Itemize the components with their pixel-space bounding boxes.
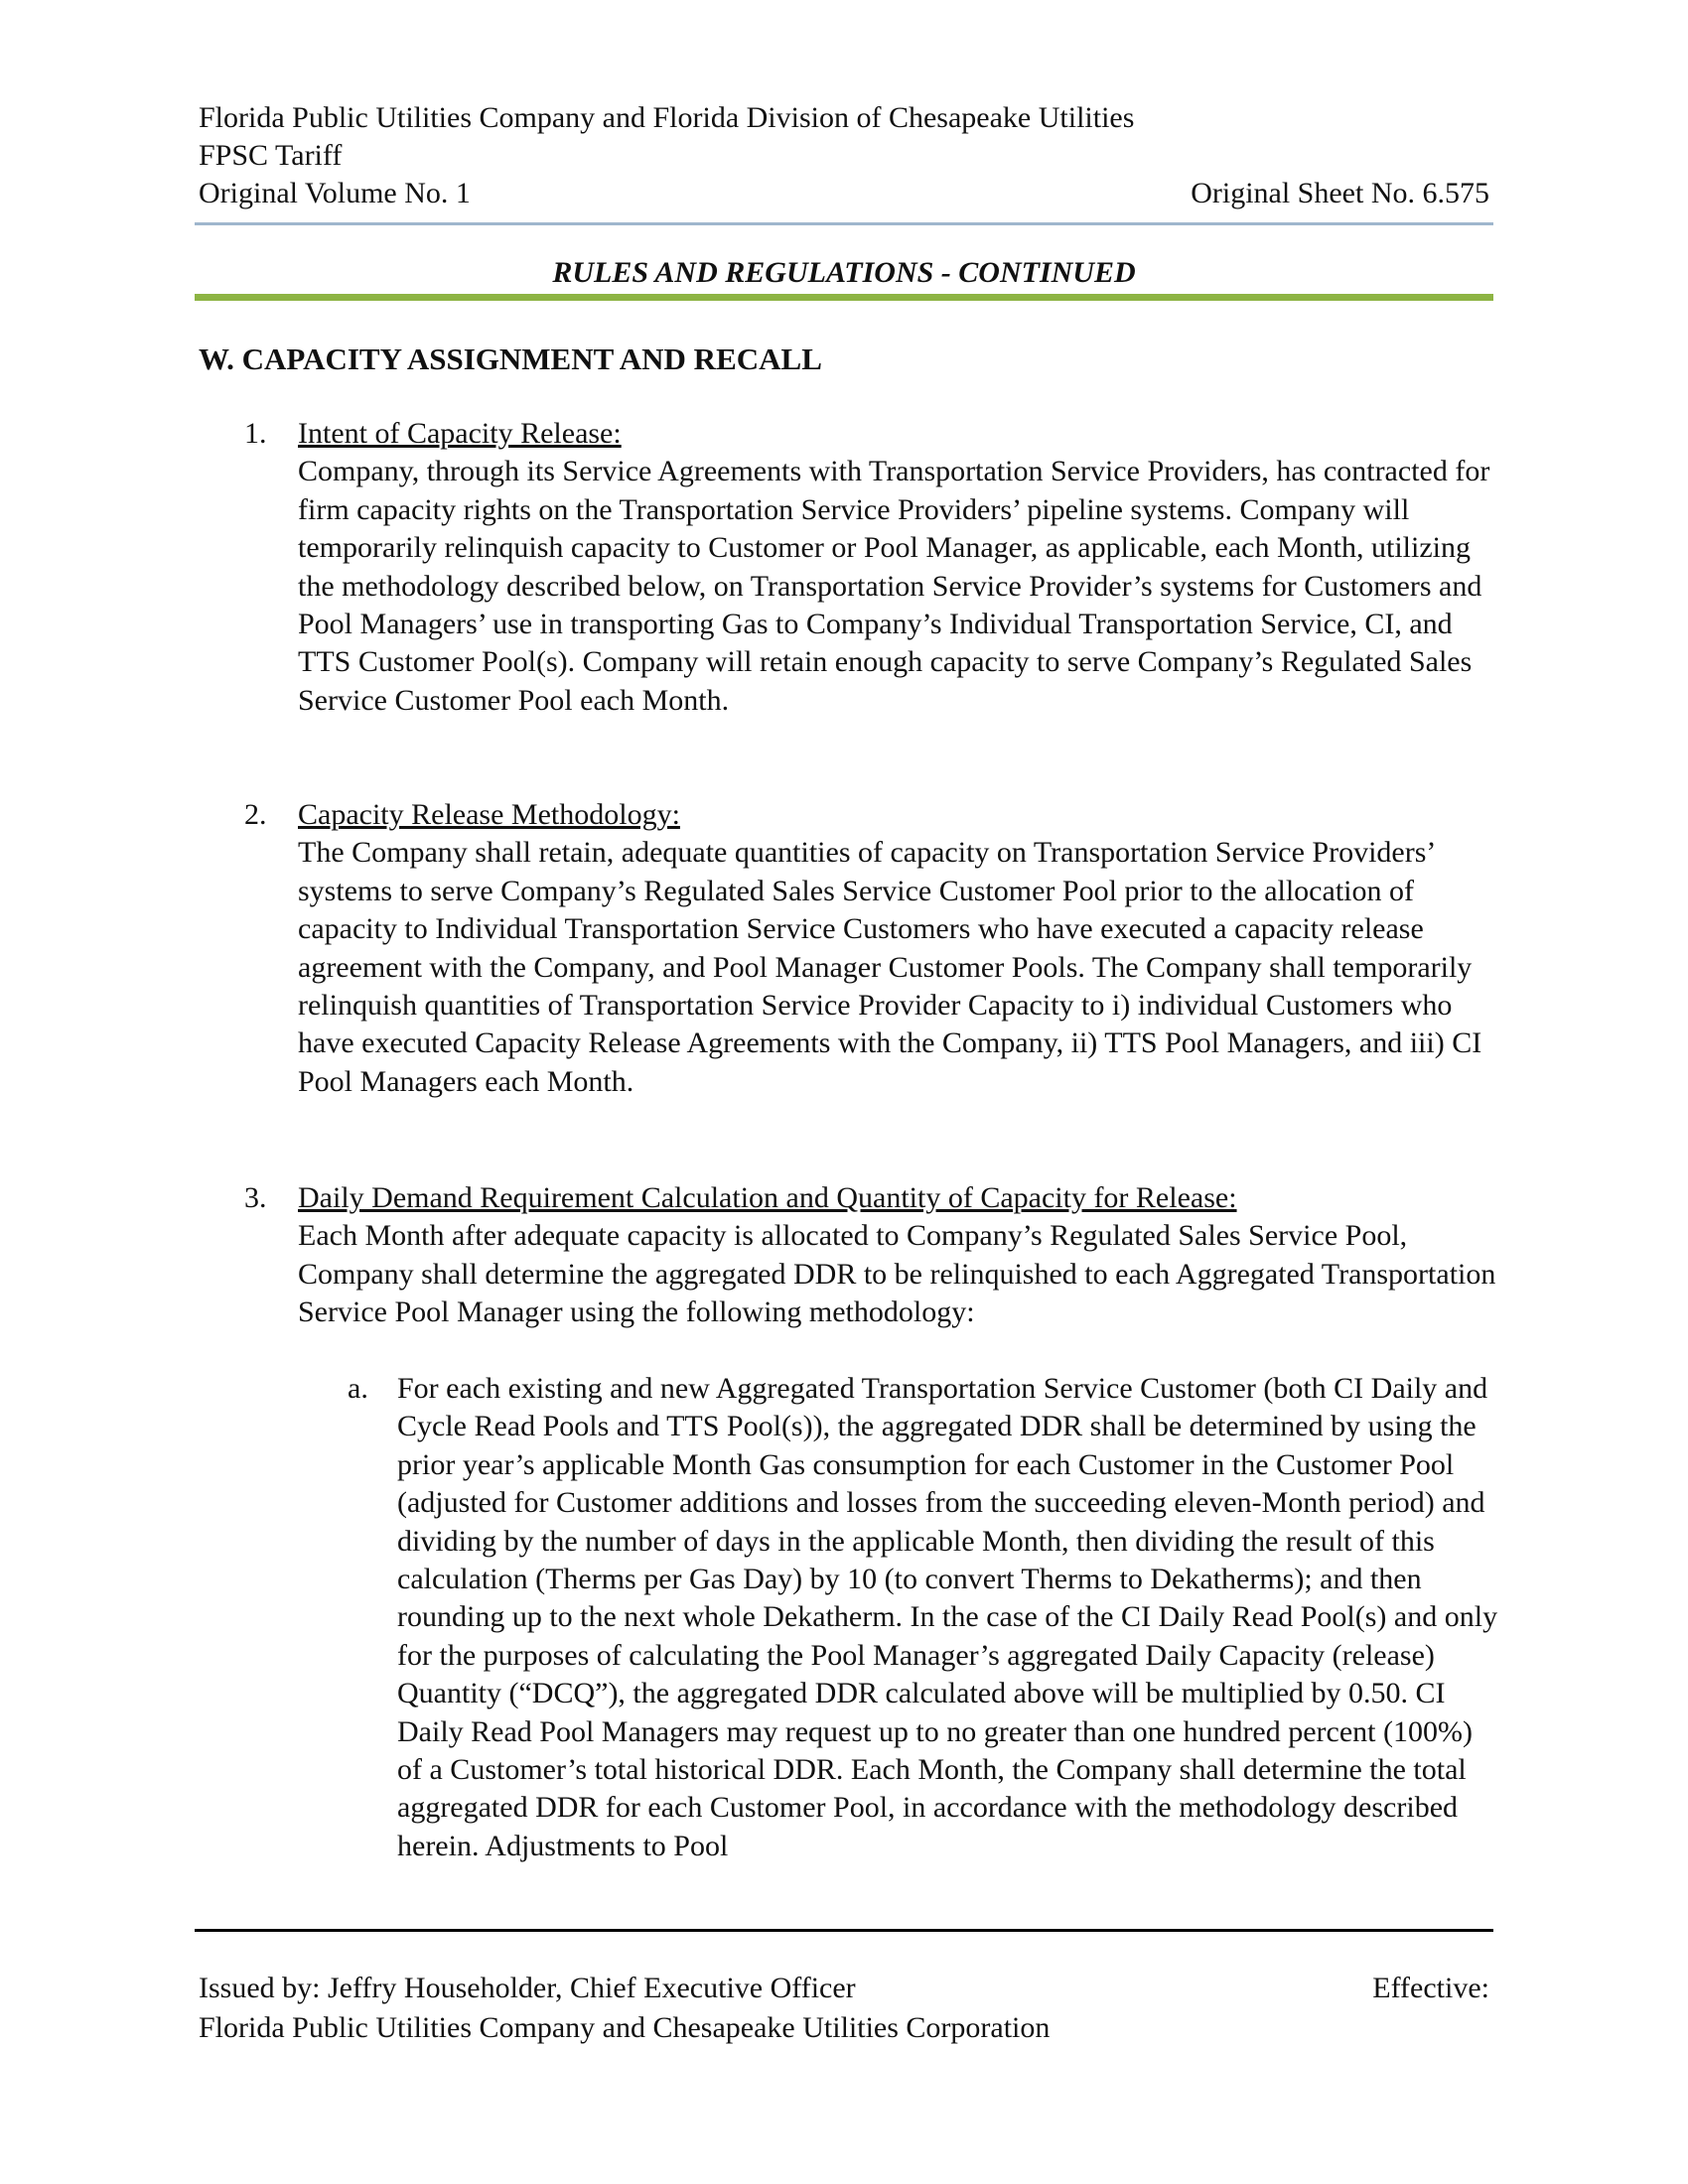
section-heading: W. CAPACITY ASSIGNMENT AND RECALL <box>199 341 822 376</box>
list-item-text: The Company shall retain, adequate quantities of capacity on Transportation Service Providers’ systems to serve Company’s Regulated Sales Service Customer Pool prior to the allocation of capacity to Individual Transportation Service Customers who have executed a capacity release agreement with the Company, and Pool Manager Customer Pools. The Company shall temporarily relinquish quantities of Transportation Service Provider Capacity to i) individual Customers who have executed Capacity Release Agreements with the Company, ii) TTS Pool Managers, and iii) CI Pool Managers each Month. <box>298 836 1482 1098</box>
footer-divider <box>195 1929 1493 1932</box>
list-item-text: Each Month after adequate capacity is allocated to Company’s Regulated Sales Service Pool, Company shall determine the aggregated DDR to be relinquished to each Aggregated Transportation Service Pool Manager using the following methodology: <box>298 1219 1496 1329</box>
list-item <box>199 415 1499 720</box>
sub-list-item-letter: a. <box>348 1372 368 1405</box>
list-item-text: Company, through its Service Agreements with Transportation Service Providers, has contracted for firm capacity rights on the Transportation Service Providers’ pipeline systems. Company will temporarily relinquish capacity to Customer or Pool Manager, as applicable, each Month, utilizing the methodology described below, on Transportation Service Provider’s systems for Customers and Pool Managers’ use in transporting Gas to Company’s Individual Transportation Service, CI, and TTS Customer Pool(s). Company will retain enough capacity to serve Company’s Regulated Sales Service Customer Pool each Month. <box>298 455 1490 717</box>
list-item-number: 1. <box>244 417 267 450</box>
footer-effective: Effective: <box>1372 1972 1489 2004</box>
list-item-number: 2. <box>244 798 267 831</box>
list-item-number: 3. <box>244 1181 267 1214</box>
header-sheet-number: Original Sheet No. 6.575 <box>1191 177 1489 209</box>
sub-list-item-text: For each existing and new Aggregated Transportation Service Customer (both CI Daily and Cycle Read Pools and TTS Pool(s)), the aggregated DDR shall be determined by using the prior year’s applicable Month Gas consumption for each Customer in the Customer Pool (adjusted for Customer additions and losses from the succeeding eleven-Month period) and dividing by the number of days in the applicable Month, then dividing the result of this calculation (Therms per Gas Day) by 10 (to convert Therms to Dekatherms); and then rounding up to the next whole Dekatherm. In the case of the CI Daily Read Pool(s) and only for the purposes of calculating the Pool Manager’s aggregated Daily Capacity (release) Quantity (“DCQ”), the aggregated DDR calculated above will be multiplied by 0.50. CI Daily Read Pool Managers may request up to no greater than one hundred percent (100%) of a Customer’s total historical DDR. Each Month, the Company shall determine the total aggregated DDR for each Customer Pool, in accordance with the methodology described herein. Adjustments to Pool <box>397 1372 1498 1862</box>
footer-company: Florida Public Utilities Company and Chesapeake Utilities Corporation <box>199 2011 1051 2044</box>
footer-issued-by: Issued by: Jeffry Householder, Chief Executive Officer <box>199 1972 856 2004</box>
list-item <box>199 1179 1499 1332</box>
header-company-line: Florida Public Utilities Company and Florida Division of Chesapeake Utilities <box>199 101 1135 134</box>
header-tariff-line: FPSC Tariff <box>199 139 343 172</box>
list-item-title: Capacity Release Methodology: <box>298 798 680 831</box>
list-item-title: Daily Demand Requirement Calculation and Quantity of Capacity for Release: <box>298 1181 1237 1214</box>
list-item-title: Intent of Capacity Release: <box>298 417 622 450</box>
header-divider <box>195 222 1493 225</box>
section-title: RULES AND REGULATIONS - CONTINUED <box>552 256 1136 289</box>
list-item <box>199 796 1499 1101</box>
sub-list-item <box>298 1370 1501 1865</box>
header-volume: Original Volume No. 1 <box>199 177 471 209</box>
section-divider <box>195 294 1493 301</box>
